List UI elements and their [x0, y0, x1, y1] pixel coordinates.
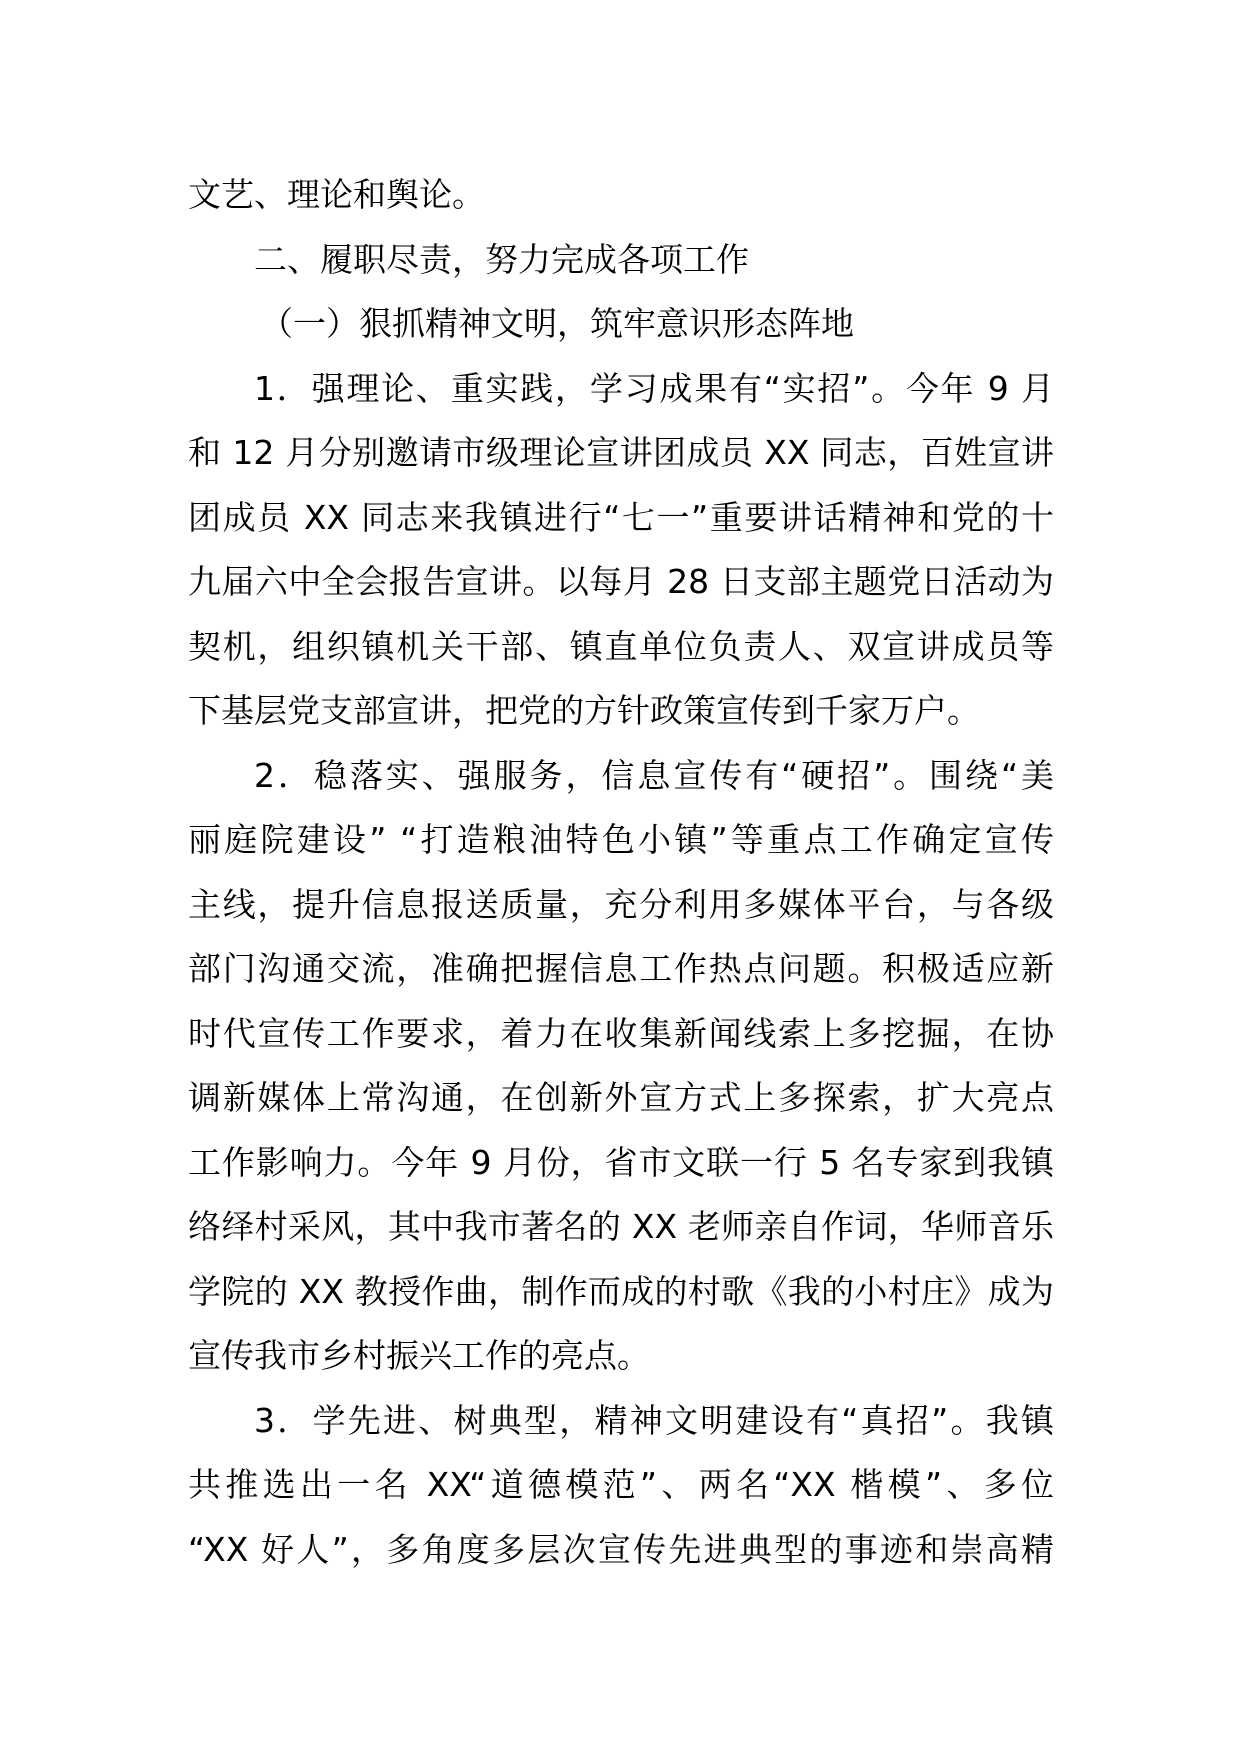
paragraph-line: 团成员 XX 同志来我镇进行“七一”重要讲话精神和党的十 [188, 497, 1054, 537]
paragraph-line: 络绎村采风，其中我市著名的 XX 老师亲自作词，华师音乐 [188, 1207, 1054, 1246]
paragraph-line: 1．强理论、重实践，学习成果有“实招”。今年 9 月 [254, 368, 1054, 408]
paragraph-line: 下基层党支部宣讲，把党的方针政策宣传到千家万户。 [188, 691, 980, 730]
paragraph-line: 文艺、理论和舆论。 [188, 175, 485, 214]
paragraph-line: 共推选出一名 XX“道德模范”、两名“XX 楷模”、多位 [188, 1465, 1054, 1504]
paragraph-line: 学院的 XX 教授作曲，制作而成的村歌《我的小村庄》成为 [188, 1271, 1054, 1311]
document-body [188, 163, 1054, 1582]
paragraph-line: 和 12 月分别邀请市级理论宣讲团成员 XX 同志，百姓宣讲 [188, 433, 1054, 472]
paragraph-line: 部门沟通交流，准确把握信息工作热点问题。积极适应新 [188, 949, 1054, 988]
paragraph-line: 契机，组织镇机关干部、镇直单位负责人、双宣讲成员等 [188, 626, 1054, 666]
paragraph-line: 丽庭院建设” “打造粮油特色小镇”等重点工作确定宣传 [188, 820, 1054, 859]
paragraph-line: 工作影响力。今年 9 月份，省市文联一行 5 名专家到我镇 [188, 1142, 1054, 1182]
subsection-heading: （一）狠抓精神文明，筑牢意识形态阵地 [260, 304, 854, 343]
section-heading: 二、履职尽责，努力完成各项工作 [254, 239, 749, 279]
paragraph-line: 时代宣传工作要求，着力在收集新闻线索上多挖掘，在协 [188, 1013, 1054, 1053]
paragraph-line: 主线，提升信息报送质量，充分利用多媒体平台，与各级 [188, 884, 1054, 924]
paragraph-line: 3．学先进、树典型，精神文明建设有“真招”。我镇 [254, 1400, 1054, 1440]
paragraph-line: 九届六中全会报告宣讲。以每月 28 日支部主题党日活动为 [188, 562, 1054, 601]
paragraph-line: 宣传我市乡村振兴工作的亮点。 [188, 1336, 650, 1375]
paragraph-line: 2．稳落实、强服务，信息宣传有“硬招”。围绕“美 [254, 755, 1054, 795]
paragraph-line: “XX 好人”，多角度多层次宣传先进典型的事迹和崇高精 [188, 1529, 1054, 1569]
paragraph-line: 调新媒体上常沟通，在创新外宣方式上多探索，扩大亮点 [188, 1078, 1054, 1117]
